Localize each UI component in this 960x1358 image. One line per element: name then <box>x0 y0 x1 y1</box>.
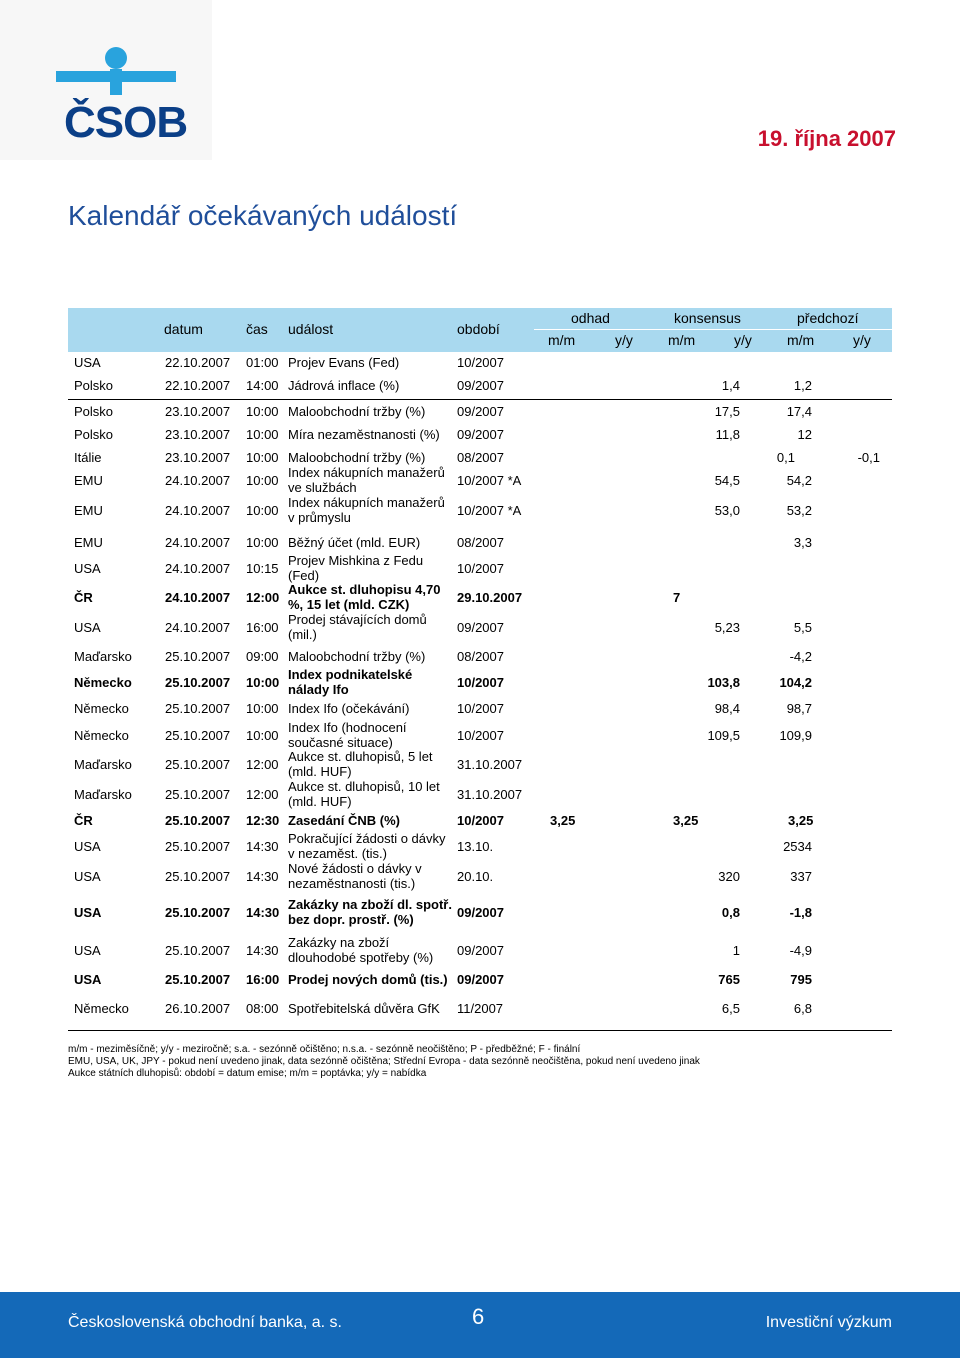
cell-kons-yy: 103,8 <box>707 675 740 690</box>
cell-event: Spotřebitelská důvěra GfK <box>288 1001 440 1016</box>
cell-country: USA <box>74 355 101 370</box>
cell-pred-yy: 98,7 <box>786 701 812 716</box>
cell-time: 10:00 <box>246 535 279 550</box>
cell-event: Maloobchodní tržby (%) <box>288 404 426 419</box>
cell-time: 10:15 <box>246 561 279 576</box>
cell-date: 24.10.2007 <box>165 590 231 605</box>
cell-kons-mm: 3,25 <box>673 813 699 828</box>
cell-kons-mm: 7 <box>673 590 681 605</box>
col-konsensus: konsensus <box>674 310 741 326</box>
cell-pred-yy: 337 <box>790 869 812 884</box>
col-datum: datum <box>164 321 203 337</box>
cell-country: USA <box>74 972 102 987</box>
col-cas: čas <box>246 321 268 337</box>
cell-country: Polsko <box>74 427 114 442</box>
cell-kons-yy: 53,0 <box>714 503 740 518</box>
cell-country: Německo <box>74 675 132 690</box>
logo-text: ČSOB <box>64 98 188 147</box>
cell-date: 24.10.2007 <box>165 535 231 550</box>
cell-odhad-mm: 3,25 <box>550 813 576 828</box>
cell-date: 25.10.2007 <box>165 943 231 958</box>
cell-time: 01:00 <box>246 355 279 370</box>
cell-pred-yy: 795 <box>790 972 812 987</box>
cell-period: 20.10. <box>457 869 494 884</box>
cell-date: 24.10.2007 <box>165 473 231 488</box>
cell-pred-mm: 3,25 <box>788 813 814 828</box>
cell-country: USA <box>74 905 102 920</box>
footer-bank: Československá obchodní banka, a. s. <box>68 1314 342 1331</box>
cell-event: Aukce st. dluhopisů, 5 let (mld. HUF) <box>288 749 433 779</box>
cell-country: USA <box>74 561 101 576</box>
cell-pred-yy: -4,9 <box>789 943 812 958</box>
cell-period: 09/2007 <box>457 905 504 920</box>
cell-time: 14:30 <box>246 839 279 854</box>
cell-event: Aukce st. dluhopisů, 10 let (mld. HUF) <box>288 779 440 809</box>
cell-date: 24.10.2007 <box>165 503 231 518</box>
cell-pred-mm: 0,1 <box>776 450 795 465</box>
cell-pred-yy: 6,8 <box>793 1001 812 1016</box>
cell-kons-yy: 98,4 <box>714 701 740 716</box>
cell-period: 10/2007 <box>457 561 504 576</box>
csob-logo-icon <box>56 44 176 104</box>
report-date: 19. října 2007 <box>757 126 896 151</box>
cell-period: 10/2007 *A <box>457 473 522 488</box>
col-odhad-yy: y/y <box>615 332 633 348</box>
cell-time: 16:00 <box>246 620 279 635</box>
cell-time: 10:00 <box>246 404 279 419</box>
cell-period: 10/2007 <box>457 675 504 690</box>
cell-period: 10/2007 <box>457 355 504 370</box>
cell-kons-yy: 320 <box>718 869 740 884</box>
cell-kons-yy: 1 <box>732 943 740 958</box>
cell-date: 23.10.2007 <box>165 450 231 465</box>
cell-period: 09/2007 <box>457 620 504 635</box>
cell-time: 10:00 <box>246 503 279 518</box>
cell-date: 24.10.2007 <box>165 620 231 635</box>
cell-date: 23.10.2007 <box>165 404 231 419</box>
cell-event: Index podnikatelské nálady Ifo <box>288 667 413 697</box>
cell-time: 12:00 <box>246 757 279 772</box>
cell-kons-yy: 765 <box>718 972 740 987</box>
cell-date: 25.10.2007 <box>165 728 231 743</box>
cell-country: Polsko <box>74 404 114 419</box>
cell-country: Maďarsko <box>74 757 132 772</box>
col-pred-yy: y/y <box>853 332 871 348</box>
footer <box>0 1292 960 1358</box>
cell-event: Projev Evans (Fed) <box>288 355 400 370</box>
footer-section: Investiční výzkum <box>765 1314 892 1331</box>
cell-period: 13.10. <box>457 839 494 854</box>
cell-period: 31.10.2007 <box>457 757 523 772</box>
cell-country: Maďarsko <box>74 649 132 664</box>
cell-time: 10:00 <box>246 675 280 690</box>
cell-time: 08:00 <box>246 1001 279 1016</box>
col-kons-yy: y/y <box>734 332 752 348</box>
note-line: EMU, USA, UK, JPY - pokud není uvedeno jinak, data sezónně očištěna; Střední Evropa - data sezónně neočištěna, pokud není uvedeno jinak <box>68 1056 700 1067</box>
cell-date: 25.10.2007 <box>165 701 231 716</box>
cell-kons-yy: 6,5 <box>721 1001 740 1016</box>
cell-country: Itálie <box>74 450 102 465</box>
cell-date: 25.10.2007 <box>165 813 231 828</box>
col-pred-mm: m/m <box>787 332 815 348</box>
cell-event: Index Ifo (očekávání) <box>288 701 410 716</box>
cell-time: 09:00 <box>246 649 279 664</box>
cell-period: 10/2007 <box>457 701 504 716</box>
cell-time: 10:00 <box>246 427 279 442</box>
cell-event: Zakázky na zboží dl. spotř. bez dopr. prostř. (%) <box>288 897 452 927</box>
cell-date: 25.10.2007 <box>165 675 231 690</box>
cell-pred-yy: -4,2 <box>789 649 812 664</box>
cell-country: Německo <box>74 728 129 743</box>
cell-date: 25.10.2007 <box>165 649 231 664</box>
cell-date: 22.10.2007 <box>165 378 231 393</box>
cell-time: 12:00 <box>246 787 279 802</box>
cell-date: 24.10.2007 <box>165 561 231 576</box>
cell-kons-yy: 5,23 <box>714 620 740 635</box>
cell-event: Aukce st. dluhopisu 4,70 %, 15 let (mld. CZK) <box>288 582 441 612</box>
cell-country: USA <box>74 839 101 854</box>
table-separator <box>68 399 892 400</box>
note-line: m/m - meziměsíčně; y/y - meziročně; s.a. - sezónně očištěno; n.s.a. - sezónně neočištěno; P - předběžné; F - finální <box>68 1044 581 1055</box>
cell-pred-yy: 109,9 <box>779 728 812 743</box>
page-number: 6 <box>472 1304 485 1329</box>
cell-kons-yy: 109,5 <box>707 728 740 743</box>
cell-event: Běžný účet (mld. EUR) <box>288 535 421 550</box>
cell-date: 25.10.2007 <box>165 787 231 802</box>
cell-country: ČR <box>74 590 93 605</box>
cell-pred-yy: -1,8 <box>789 905 812 920</box>
cell-time: 12:00 <box>246 590 280 605</box>
cell-period: 08/2007 <box>457 649 504 664</box>
cell-event: Prodej stávajících domů (mil.) <box>288 612 427 642</box>
cell-time: 14:30 <box>246 869 279 884</box>
cell-period: 09/2007 <box>457 378 504 393</box>
cell-kons-yy: 17,5 <box>714 404 740 419</box>
cell-time: 10:00 <box>246 701 279 716</box>
col-odhad: odhad <box>571 310 610 326</box>
col-kons-mm: m/m <box>668 332 696 348</box>
cell-period: 09/2007 <box>457 972 504 987</box>
cell-time: 14:30 <box>246 905 280 920</box>
logo-area <box>0 0 212 160</box>
cell-period: 08/2007 <box>457 450 504 465</box>
cell-country: EMU <box>74 535 103 550</box>
cell-event: Projev Mishkina z Fedu (Fed) <box>288 553 424 583</box>
cell-event: Jádrová inflace (%) <box>288 378 400 393</box>
cell-date: 23.10.2007 <box>165 427 231 442</box>
cell-pred-yy: 53,2 <box>786 503 812 518</box>
cell-kons-yy: 54,5 <box>714 473 740 488</box>
cell-period: 29.10.2007 <box>457 590 523 605</box>
cell-period: 10/2007 <box>457 813 504 828</box>
cell-event: Zasedání ČNB (%) <box>288 813 400 828</box>
cell-period: 11/2007 <box>457 1001 504 1016</box>
cell-date: 22.10.2007 <box>165 355 231 370</box>
cell-pred-yy: 1,2 <box>793 378 812 393</box>
cell-period: 31.10.2007 <box>457 787 523 802</box>
cell-pred-yy: 54,2 <box>786 473 812 488</box>
cell-country: USA <box>74 943 101 958</box>
cell-date: 25.10.2007 <box>165 869 231 884</box>
cell-time: 16:00 <box>246 972 280 987</box>
cell-date: 26.10.2007 <box>165 1001 231 1016</box>
cell-period: 10/2007 <box>457 728 504 743</box>
cell-pred-yy: 17,4 <box>786 404 812 419</box>
cell-country: Německo <box>74 1001 129 1016</box>
page-title: Kalendář očekávaných událostí <box>68 200 458 231</box>
cell-date: 25.10.2007 <box>165 905 231 920</box>
cell-period: 09/2007 <box>457 943 504 958</box>
cell-period: 08/2007 <box>457 535 504 550</box>
cell-date: 25.10.2007 <box>165 757 231 772</box>
cell-event: Index nákupních manažerů ve službách <box>288 465 445 495</box>
cell-event: Maloobchodní tržby (%) <box>288 450 426 465</box>
notes <box>68 1044 700 1080</box>
cell-kons-yy: 1,4 <box>721 378 740 393</box>
cell-date: 25.10.2007 <box>165 972 231 987</box>
cell-event: Zakázky na zboží dlouhodobé spotřeby (%) <box>288 935 434 965</box>
cell-event: Prodej nových domů (tis.) <box>288 972 448 987</box>
cell-time: 10:00 <box>246 473 279 488</box>
cell-country: Polsko <box>74 378 114 393</box>
col-udalost: událost <box>288 321 334 337</box>
cell-pred-yy: 3,3 <box>793 535 812 550</box>
cell-time: 14:30 <box>246 943 279 958</box>
note-line: Aukce státních dluhopisů: období = datum emise; m/m = poptávka; y/y = nabídka <box>68 1068 427 1079</box>
cell-pred-yy: 5,5 <box>793 620 812 635</box>
cell-pred-yy: -0,1 <box>857 450 880 465</box>
cell-event: Index Ifo (hodnocení současné situace) <box>288 720 407 750</box>
cell-event: Míra nezaměstnanosti (%) <box>288 427 440 442</box>
cell-kons-yy: 0,8 <box>721 905 740 920</box>
cell-kons-yy: 11,8 <box>715 427 740 442</box>
cell-period: 09/2007 <box>457 404 504 419</box>
col-predchozi: předchozí <box>797 310 859 326</box>
cell-pred-yy: 104,2 <box>779 675 812 690</box>
cell-date: 25.10.2007 <box>165 839 231 854</box>
col-obdobi: období <box>457 321 500 337</box>
col-odhad-mm: m/m <box>548 332 576 348</box>
cell-event: Pokračující žádosti o dávky v nezaměst. (tis.) <box>288 831 446 861</box>
header-divider <box>534 329 892 330</box>
cell-country: Maďarsko <box>74 787 132 802</box>
cell-country: EMU <box>74 473 103 488</box>
cell-time: 14:00 <box>246 378 279 393</box>
cell-event: Nové žádosti o dávky v nezaměstnanosti (tis.) <box>288 861 422 891</box>
cell-country: Německo <box>74 701 129 716</box>
cell-country: USA <box>74 869 101 884</box>
cell-event: Maloobchodní tržby (%) <box>288 649 426 664</box>
cell-country: ČR <box>74 813 93 828</box>
cell-event: Index nákupních manažerů v průmyslu <box>288 495 445 525</box>
cell-period: 09/2007 <box>457 427 504 442</box>
cell-time: 10:00 <box>246 728 279 743</box>
cell-time: 10:00 <box>246 450 279 465</box>
cell-time: 12:30 <box>246 813 280 828</box>
cell-pred-yy: 12 <box>797 427 812 442</box>
cell-pred-yy: 2534 <box>783 839 812 854</box>
table-separator <box>68 1030 892 1031</box>
cell-country: USA <box>74 620 101 635</box>
cell-country: EMU <box>74 503 103 518</box>
table-header <box>68 308 892 352</box>
cell-period: 10/2007 *A <box>457 503 522 518</box>
